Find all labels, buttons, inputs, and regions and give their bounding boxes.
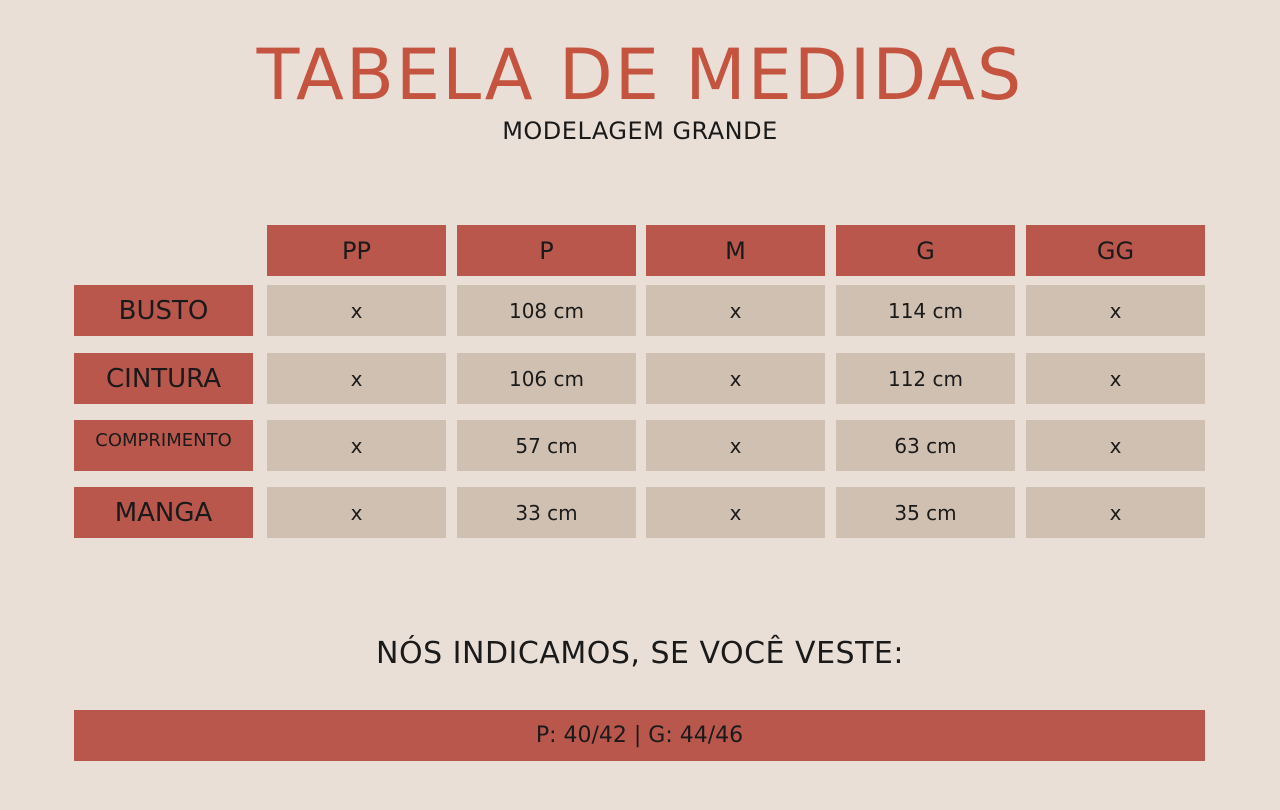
recommendation-heading: NÓS INDICAMOS, SE VOCÊ VESTE: bbox=[376, 636, 904, 671]
table-cell: 108 cm bbox=[457, 285, 636, 336]
table-cell: x bbox=[646, 353, 825, 404]
table-cell: 35 cm bbox=[836, 487, 1015, 538]
table-cell: 57 cm bbox=[457, 420, 636, 471]
table-cell: x bbox=[1026, 420, 1205, 471]
page-title: TABELA DE MEDIDAS bbox=[256, 34, 1024, 116]
size-header-pp: PP bbox=[267, 225, 446, 276]
table-cell: 112 cm bbox=[836, 353, 1015, 404]
table-cell: x bbox=[267, 353, 446, 404]
row-label-busto: BUSTO bbox=[74, 285, 253, 336]
table-cell: x bbox=[267, 285, 446, 336]
size-header-g: G bbox=[836, 225, 1015, 276]
table-cell: 106 cm bbox=[457, 353, 636, 404]
table-cell: x bbox=[267, 487, 446, 538]
table-cell: x bbox=[1026, 285, 1205, 336]
table-cell: x bbox=[1026, 487, 1205, 538]
table-cell: x bbox=[646, 487, 825, 538]
row-label-cintura: CINTURA bbox=[74, 353, 253, 404]
size-header-m: M bbox=[646, 225, 825, 276]
table-cell: x bbox=[646, 420, 825, 471]
table-cell: x bbox=[1026, 353, 1205, 404]
page-subtitle: MODELAGEM GRANDE bbox=[502, 117, 778, 145]
row-label-manga: MANGA bbox=[74, 487, 253, 538]
recommendation-banner bbox=[74, 710, 1205, 761]
table-cell: 33 cm bbox=[457, 487, 636, 538]
size-header-p: P bbox=[457, 225, 636, 276]
recommendation-text: P: 40/42 | G: 44/46 bbox=[535, 723, 744, 748]
table-cell: x bbox=[646, 285, 825, 336]
table-cell: 114 cm bbox=[836, 285, 1015, 336]
table-cell: x bbox=[267, 420, 446, 471]
table-cell: 63 cm bbox=[836, 420, 1015, 471]
size-header-gg: GG bbox=[1026, 225, 1205, 276]
row-label-comprimento: COMPRIMENTO bbox=[74, 420, 253, 471]
